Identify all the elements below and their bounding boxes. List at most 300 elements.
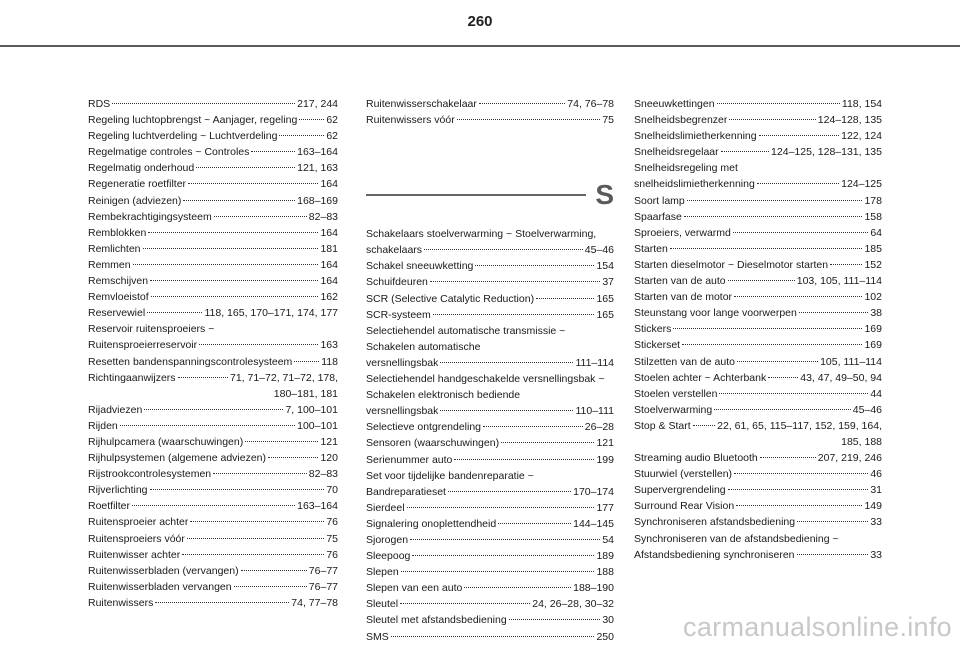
dot-leader (412, 555, 594, 556)
dot-leader (734, 296, 862, 297)
index-term: Spaarfase (634, 210, 682, 223)
index-term-line: Schakelaars stoelverwarming ~ Stoelverwarming, (366, 228, 597, 241)
index-pages: 37 (602, 276, 614, 289)
dot-leader (182, 554, 324, 555)
dot-leader (213, 473, 307, 474)
dot-leader (148, 232, 318, 233)
index-term-line: Synchroniseren van de afstandsbediening ~ (634, 532, 839, 545)
index-pages: 121, 163 (297, 162, 338, 175)
index-term-line: Schakelen automatische (366, 340, 481, 353)
index-pages: 124–125, 128–131, 135 (771, 146, 882, 159)
index-entry (88, 96, 338, 112)
index-pages: 124–128, 135 (817, 114, 882, 127)
index-entry (634, 209, 882, 225)
index-term: Bandreparatieset (366, 485, 446, 498)
index-entry (88, 112, 338, 128)
index-entry (366, 307, 614, 323)
index-pages: 26–28 (584, 421, 614, 434)
index-entry (88, 209, 338, 225)
index-entry (88, 595, 338, 611)
index-pages: 118 (321, 355, 338, 368)
index-term: Afstandsbediening synchroniseren (634, 548, 795, 561)
index-term: Starten (634, 242, 668, 255)
index-term: SCR-systeem (366, 308, 431, 321)
dot-leader (214, 216, 307, 217)
index-entry (366, 96, 614, 112)
index-pages: 169 (864, 323, 882, 336)
index-entry (634, 128, 882, 144)
index-entry (88, 337, 338, 353)
dot-leader (737, 361, 818, 362)
index-pages: 7, 100–101 (285, 403, 338, 416)
index-entry (634, 273, 882, 289)
dot-leader (143, 248, 319, 249)
index-pages: 154 (596, 260, 614, 273)
dot-leader (457, 119, 601, 120)
index-entry (366, 580, 614, 596)
index-entry (88, 434, 338, 450)
index-entry (88, 160, 338, 176)
index-entry (366, 403, 614, 419)
index-term: Steunstang voor lange voorwerpen (634, 307, 797, 320)
index-pages: 71, 71–72, 71–72, 178, (229, 371, 338, 384)
index-column-3 (634, 96, 882, 563)
index-term: Surround Rear Vision (634, 500, 735, 513)
index-entry (88, 579, 338, 595)
index-entry (366, 516, 614, 532)
index-pages: 188–190 (573, 582, 614, 595)
index-pages: 31 (870, 484, 882, 497)
index-entry (634, 241, 882, 257)
index-term-line: Schakelen elektronisch bediende (366, 389, 521, 402)
dot-leader (440, 362, 573, 363)
index-term: Sjorogen (366, 533, 409, 546)
index-pages: 75 (326, 532, 338, 545)
index-pages: 102 (864, 291, 882, 304)
index-term: Streaming audio Bluetooth (634, 452, 758, 465)
index-pages: 144–145 (573, 517, 614, 530)
index-pages: 152 (864, 258, 882, 271)
index-column-1 (88, 96, 338, 611)
dot-leader (693, 425, 716, 426)
dot-leader (400, 603, 530, 604)
index-pages: 62 (326, 130, 338, 143)
index-term: Soort lamp (634, 194, 685, 207)
index-term: Remlichten (88, 242, 141, 255)
index-term: Rijhulpcamera (waarschuwingen) (88, 435, 244, 448)
index-term: Stuurwiel (verstellen) (634, 468, 733, 481)
index-pages: 76 (326, 548, 338, 561)
index-term: versnellingsbak (366, 405, 439, 418)
index-term: Sneeuwkettingen (634, 98, 715, 110)
index-term: Serienummer auto (366, 453, 453, 466)
dot-leader (188, 183, 318, 184)
dot-leader (728, 489, 869, 490)
index-pages: 122, 124 (841, 130, 882, 143)
dot-leader (687, 200, 863, 201)
index-term: RDS (88, 98, 111, 110)
dot-leader (150, 280, 318, 281)
index-term: Stoelverwarming (634, 403, 713, 416)
index-entry (366, 564, 614, 580)
index-term: Ruitenwisser achter (88, 548, 181, 561)
dot-leader (133, 264, 319, 265)
dot-leader (294, 361, 319, 362)
index-term: Ruitenwisserschakelaar (366, 98, 477, 110)
dot-leader (536, 298, 594, 299)
index-entry (88, 289, 338, 305)
page-number: 260 (467, 13, 493, 30)
dot-leader (251, 151, 295, 152)
index-entry (634, 193, 882, 209)
index-entry (88, 257, 338, 273)
index-pages: 82–83 (308, 210, 338, 223)
index-entry (88, 418, 338, 434)
index-term: Rijhulpsystemen (algemene adviezen) (88, 452, 267, 465)
index-term: Regelmatige controles ~ Controles (88, 146, 250, 159)
index-term: Slepen (366, 566, 399, 579)
dot-leader (410, 539, 600, 540)
index-pages: 124–125 (841, 178, 882, 191)
index-pages: 207, 219, 246 (817, 452, 882, 465)
header-rule (0, 45, 960, 47)
index-pages: 163–164 (297, 146, 338, 159)
index-entry (366, 291, 614, 307)
index-entry (634, 514, 882, 530)
dot-leader (299, 119, 324, 120)
dot-leader (268, 457, 318, 458)
dot-leader (430, 281, 600, 282)
index-term: Rembekrachtigingsysteem (88, 210, 212, 223)
index-pages: 185 (864, 242, 882, 255)
index-entry (634, 289, 882, 305)
dot-leader (717, 103, 840, 104)
index-term: Stoelen achter ~ Achterbank (634, 371, 767, 384)
index-pages: 177 (596, 501, 614, 514)
index-term: Schuifdeuren (366, 276, 428, 289)
index-entry (634, 418, 882, 434)
index-pages: 162 (320, 291, 338, 304)
index-pages: 165 (596, 308, 614, 321)
index-entry (88, 547, 338, 563)
dot-leader (245, 441, 318, 442)
index-term: Stoelen verstellen (634, 387, 718, 400)
dot-leader (714, 409, 851, 410)
index-pages: 165 (596, 292, 614, 305)
dot-leader (112, 103, 295, 104)
index-term: Stilzetten van de auto (634, 355, 735, 368)
dot-leader (440, 410, 573, 411)
index-term: Sproeiers, verwarmd (634, 226, 731, 239)
dot-leader (479, 103, 565, 104)
index-pages: 103, 105, 111–114 (796, 275, 882, 288)
index-pages: 46 (870, 468, 882, 481)
index-entry (366, 548, 614, 564)
index-term-line: Reservoir ruitensproeiers ~ (88, 323, 215, 336)
dot-leader (799, 312, 868, 313)
section-divider (366, 194, 586, 196)
index-term: schakelaars (366, 244, 423, 257)
index-pages: 168–169 (297, 194, 338, 207)
index-pages: 217, 244 (297, 98, 338, 110)
dot-leader (120, 425, 295, 426)
index-term: SMS (366, 630, 389, 643)
index-pages: 74, 76–78 (567, 98, 614, 110)
index-term: Schakel sneeuwketting (366, 260, 474, 273)
index-term: SCR (Selective Catalytic Reduction) (366, 292, 535, 305)
index-term: Regeling luchtverdeling ~ Luchtverdeling (88, 130, 278, 143)
index-term: Rijadviezen (88, 403, 143, 416)
index-term: Rijverlichting (88, 484, 148, 497)
index-term: snelheidslimietherkenning (634, 178, 755, 191)
index-pages: 24, 26–28, 30–32 (532, 598, 614, 611)
index-pages: 149 (864, 500, 882, 513)
dot-leader (424, 249, 583, 250)
index-entry (634, 354, 882, 370)
index-term: Ruitenwissers vóór (366, 114, 455, 127)
index-term: Remmen (88, 258, 131, 271)
dot-leader (721, 151, 769, 152)
index-entry (634, 305, 882, 321)
dot-leader (401, 571, 595, 572)
index-entry (366, 435, 614, 451)
dot-leader (797, 554, 869, 555)
index-entry (366, 355, 614, 371)
index-pages: 121 (320, 435, 338, 448)
dot-leader (196, 167, 295, 168)
dot-leader (155, 602, 289, 603)
index-entry (88, 128, 338, 144)
index-term: Starten van de motor (634, 291, 733, 304)
index-entry (88, 273, 338, 289)
dot-leader (682, 344, 862, 345)
index-term: Remvloeistof (88, 291, 149, 304)
index-pages: 74, 77–78 (291, 596, 338, 609)
index-term: Reinigen (adviezen) (88, 194, 182, 207)
index-entry (366, 596, 614, 612)
dot-leader (670, 248, 863, 249)
index-term: Sleutel (366, 598, 399, 611)
index-pages: 43, 47, 49–50, 94 (800, 371, 882, 384)
dot-leader (734, 473, 868, 474)
dot-leader (199, 344, 318, 345)
index-term: Regeling luchtopbrengst ~ Aanjager, regeling (88, 114, 298, 127)
index-pages: 22, 61, 65, 115–117, 152, 159, 164, (717, 419, 882, 432)
index-entry (366, 452, 614, 468)
index-term: Remschijven (88, 275, 149, 288)
dot-leader (673, 328, 862, 329)
index-entry (88, 531, 338, 547)
dot-leader (433, 314, 595, 315)
index-entry (634, 402, 882, 418)
dot-leader (768, 377, 798, 378)
dot-leader (464, 587, 571, 588)
index-pages: 164 (320, 226, 338, 239)
index-entry (366, 532, 614, 548)
index-pages: 100–101 (297, 419, 338, 432)
index-pages: 164 (320, 258, 338, 271)
index-pages: 170–174 (573, 485, 614, 498)
index-pages-continued: 180–181, 181 (273, 387, 338, 400)
index-pages: 199 (596, 453, 614, 466)
index-term: Snelheidsregelaar (634, 146, 719, 159)
index-term: Regeneratie roetfilter (88, 178, 187, 191)
index-pages: 33 (870, 548, 882, 561)
index-term: Selectieve ontgrendeling (366, 421, 481, 434)
dot-leader (279, 135, 324, 136)
dot-leader (736, 505, 862, 506)
dot-leader (132, 505, 295, 506)
index-entry (88, 402, 338, 418)
index-term: Stickers (634, 323, 672, 336)
index-pages: 178 (864, 194, 882, 207)
index-entry (88, 482, 338, 498)
index-pages: 163–164 (297, 500, 338, 513)
index-entry (88, 563, 338, 579)
dot-leader (760, 457, 816, 458)
dot-leader (190, 521, 324, 522)
index-term-line: Snelheidsregeling met (634, 162, 738, 175)
dot-leader (151, 296, 319, 297)
index-term: Ruitenwisserbladen (vervangen) (88, 564, 239, 577)
index-entry (88, 305, 338, 321)
dot-leader (150, 489, 325, 490)
index-pages: 64 (870, 226, 882, 239)
index-term: Roetfilter (88, 500, 131, 513)
index-term: Rijstrookcontrolesystemen (88, 468, 212, 481)
index-entry (366, 500, 614, 516)
index-term: Remblokken (88, 226, 147, 239)
index-pages: 163 (320, 339, 338, 352)
dot-leader (234, 586, 307, 587)
dot-leader (501, 442, 594, 443)
index-entry (88, 466, 338, 482)
index-pages: 189 (596, 550, 614, 563)
dot-leader (797, 521, 868, 522)
dot-leader (407, 507, 595, 508)
index-entry (634, 144, 882, 160)
index-term: Slepen van een auto (366, 582, 463, 595)
index-entry (88, 193, 338, 209)
index-term: Sensoren (waarschuwingen) (366, 437, 500, 450)
index-term: Richtingaanwijzers (88, 371, 176, 384)
index-pages: 45–46 (584, 244, 614, 257)
index-term: Reservewiel (88, 307, 146, 320)
dot-leader (448, 491, 571, 492)
index-pages: 44 (870, 387, 882, 400)
index-entry (634, 176, 882, 192)
index-pages: 33 (870, 516, 882, 529)
dot-leader (728, 280, 795, 281)
index-pages-continued: 185, 188 (841, 435, 882, 448)
index-entry (634, 257, 882, 273)
index-entry (366, 612, 614, 628)
index-entry (634, 96, 882, 112)
index-term-line: Selectiehendel automatische transmissie ~ (366, 324, 566, 337)
index-term: Resetten bandenspanningscontrolesysteem (88, 355, 293, 368)
dot-leader (498, 523, 571, 524)
watermark: carmanualsonline.info (683, 612, 952, 642)
index-entry (366, 242, 614, 258)
index-pages: 188 (596, 566, 614, 579)
index-pages: 76–77 (308, 580, 338, 593)
section-letter: S (595, 179, 614, 211)
index-term: Starten van de auto (634, 275, 726, 288)
index-term-line: Set voor tijdelijke bandenreparatie ~ (366, 469, 534, 482)
index-pages: 38 (870, 307, 882, 320)
index-entry (634, 112, 882, 128)
index-pages: 70 (326, 484, 338, 497)
index-entry (366, 112, 614, 128)
dot-leader (187, 538, 324, 539)
index-term: versnellingsbak (366, 356, 439, 369)
index-term: Sleutel met afstandsbediening (366, 614, 507, 627)
index-entry (634, 321, 882, 337)
index-pages: 45–46 (852, 403, 882, 416)
dot-leader (391, 636, 595, 637)
index-pages: 30 (602, 614, 614, 627)
dot-leader (733, 232, 868, 233)
index-entry (88, 241, 338, 257)
index-entry (366, 258, 614, 274)
index-pages: 62 (326, 114, 338, 127)
index-entry (634, 370, 882, 386)
index-term: Ruitenwissers (88, 596, 154, 609)
index-pages: 76–77 (308, 564, 338, 577)
index-entry (366, 419, 614, 435)
index-entry (634, 482, 882, 498)
index-entry (634, 498, 882, 514)
index-pages: 76 (326, 516, 338, 529)
dot-leader (509, 619, 601, 620)
dot-leader (454, 459, 594, 460)
index-pages: 120 (320, 452, 338, 465)
dot-leader (729, 119, 815, 120)
index-entry (88, 498, 338, 514)
dot-leader (759, 135, 840, 136)
index-term: Regelmatig onderhoud (88, 162, 195, 175)
dot-leader (757, 183, 839, 184)
index-term: Ruitenwisserbladen vervangen (88, 580, 232, 593)
index-pages: 164 (320, 178, 338, 191)
section-header (366, 172, 614, 218)
index-pages: 250 (596, 630, 614, 643)
index-entry (88, 514, 338, 530)
index-term: Sierdeel (366, 501, 405, 514)
index-term: Snelheidslimietherkenning (634, 130, 757, 143)
index-term: Rijden (88, 419, 118, 432)
index-term: Synchroniseren afstandsbediening (634, 516, 796, 529)
index-entry (634, 450, 882, 466)
index-pages: 105, 111–114 (820, 355, 882, 368)
dot-leader (475, 265, 594, 266)
dot-leader (178, 377, 228, 378)
index-column-2 (366, 96, 614, 645)
index-term: Ruitensproeiers vóór (88, 532, 185, 545)
index-term: Ruitensproeier achter (88, 516, 189, 529)
index-pages: 121 (596, 437, 614, 450)
dot-leader (830, 264, 862, 265)
index-entry (88, 144, 338, 160)
index-term: Starten dieselmotor ~ Dieselmotor starten (634, 258, 829, 271)
dot-leader (719, 393, 868, 394)
dot-leader (144, 409, 283, 410)
index-pages: 82–83 (308, 468, 338, 481)
index-pages: 110–111 (575, 405, 614, 418)
index-entry (634, 547, 882, 563)
index-entry (366, 274, 614, 290)
index-pages: 75 (602, 114, 614, 127)
